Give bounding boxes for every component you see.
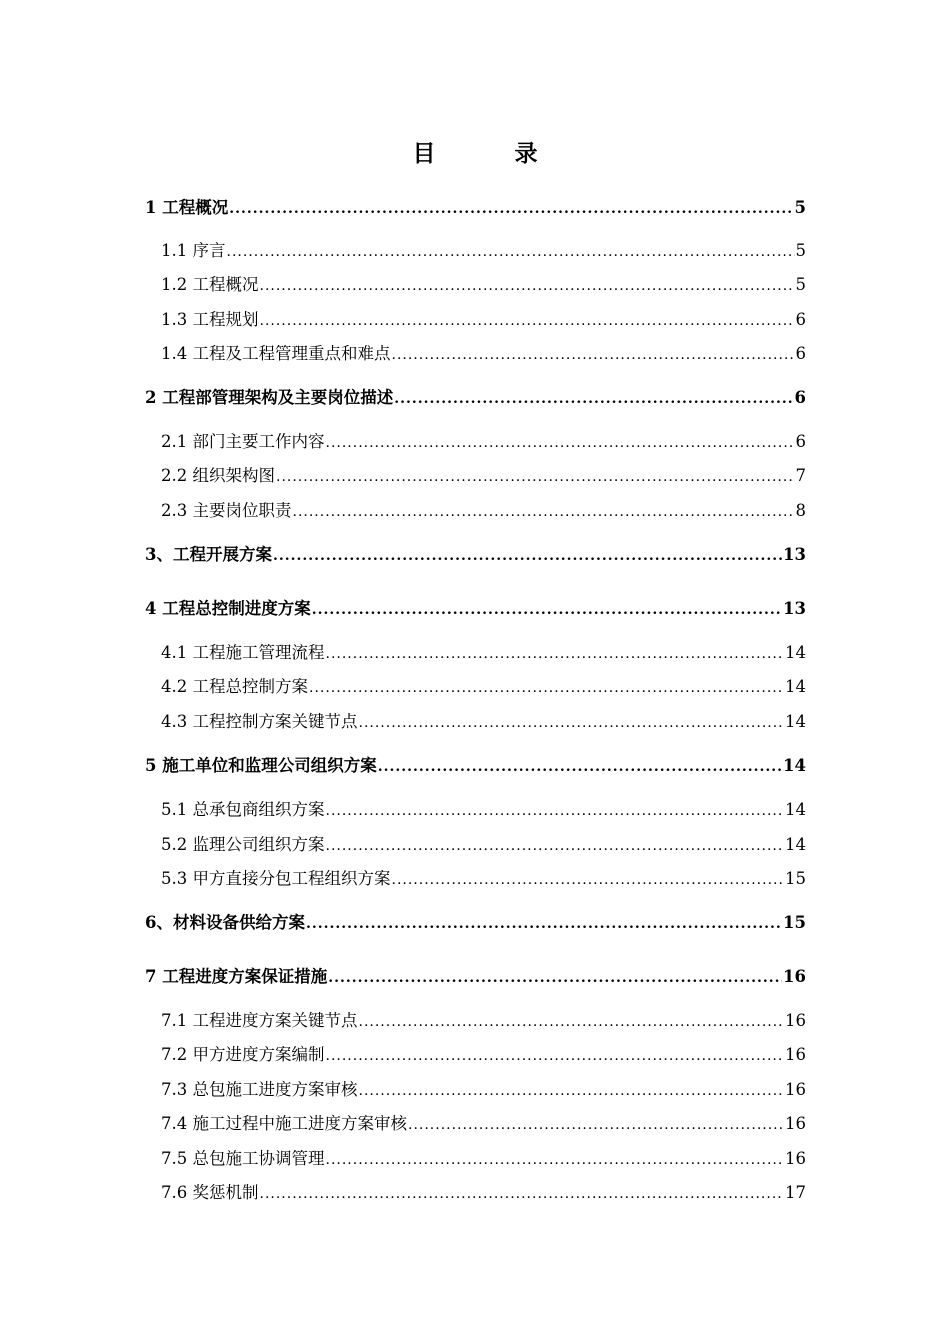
- toc-dot-leader: [326, 1148, 785, 1171]
- toc-chapter-entry[interactable]: [145, 196, 806, 220]
- toc-entry-label: 1.1 序言: [161, 241, 226, 260]
- toc-entry-label: 5.3 甲方直接分包工程组织方案: [161, 869, 391, 888]
- toc-dot-leader: [408, 1113, 784, 1136]
- toc-entry-label: 7 工程进度方案保证措施: [145, 967, 328, 986]
- toc-entry-label: 1.2 工程概况: [161, 275, 259, 294]
- toc-page-number: 6: [795, 344, 806, 363]
- toc-page-number: 15: [783, 913, 806, 932]
- toc-page-number: 14: [785, 800, 806, 819]
- toc-entry-label: 2.3 主要岗位职责: [161, 501, 292, 520]
- toc-dot-leader: [293, 500, 795, 523]
- toc-section-entry[interactable]: [161, 1009, 806, 1033]
- toc-page-number: 6: [795, 432, 806, 451]
- toc-entry-label: 7.3 总包施工进度方案审核: [161, 1080, 358, 1099]
- toc-entry-label: 7.1 工程进度方案关键节点: [161, 1011, 358, 1030]
- toc-section-entry[interactable]: [161, 1181, 806, 1205]
- toc-entry-label: 4 工程总控制进度方案: [145, 599, 311, 618]
- toc-page-number: 13: [783, 599, 806, 618]
- toc-page-number: 16: [785, 1011, 806, 1030]
- toc-chapter-entry[interactable]: [145, 386, 806, 410]
- toc-dot-leader: [326, 799, 785, 822]
- toc-entry-label: 7.4 施工过程中施工进度方案审核: [161, 1114, 407, 1133]
- toc-section-entry[interactable]: [161, 641, 806, 665]
- toc-section-entry[interactable]: [161, 1112, 806, 1136]
- toc-page-number: 16: [785, 1080, 806, 1099]
- toc-entry-label: 6、材料设备供给方案: [145, 913, 305, 932]
- toc-page-number: 14: [785, 835, 806, 854]
- toc-page-number: 6: [795, 310, 806, 329]
- toc-dot-leader: [326, 1044, 785, 1067]
- toc-dot-leader: [359, 1079, 785, 1102]
- toc-page-number: 16: [785, 1114, 806, 1133]
- toc-section-entry[interactable]: [161, 239, 806, 263]
- toc-section-entry[interactable]: [161, 675, 806, 699]
- toc-entry-label: 5.1 总承包商组织方案: [161, 800, 325, 819]
- toc-dot-leader: [273, 544, 782, 567]
- toc-section-entry[interactable]: [161, 1043, 806, 1067]
- toc-section-entry[interactable]: [161, 1147, 806, 1171]
- toc-entry-label: 5 施工单位和监理公司组织方案: [145, 756, 377, 775]
- toc-section-entry[interactable]: [161, 867, 806, 891]
- toc-section-entry[interactable]: [161, 1078, 806, 1102]
- toc-section-entry[interactable]: [161, 798, 806, 822]
- toc-dot-leader: [260, 309, 795, 332]
- toc-dot-leader: [328, 966, 782, 989]
- toc-entry-label: 1.3 工程规划: [161, 310, 259, 329]
- toc-entry-label: 7.2 甲方进度方案编制: [161, 1045, 325, 1064]
- toc-section-entry[interactable]: [161, 342, 806, 366]
- toc-dot-leader: [260, 1182, 785, 1205]
- toc-page-number: 16: [785, 1149, 806, 1168]
- toc-dot-leader: [312, 598, 782, 621]
- toc-page-number: 5: [794, 198, 806, 217]
- toc-entry-label: 4.1 工程施工管理流程: [161, 643, 325, 662]
- toc-page-number: 13: [783, 545, 806, 564]
- toc-section-entry[interactable]: [161, 499, 806, 523]
- toc-page-number: 14: [783, 756, 806, 775]
- toc-chapter-entry[interactable]: [145, 754, 806, 778]
- toc-page-number: 14: [785, 712, 806, 731]
- toc-dot-leader: [326, 834, 785, 857]
- toc-dot-leader: [326, 431, 795, 454]
- toc-entry-label: 5.2 监理公司组织方案: [161, 835, 325, 854]
- toc-chapter-entry[interactable]: [145, 911, 806, 935]
- toc-section-entry[interactable]: [161, 710, 806, 734]
- toc-dot-leader: [359, 1010, 785, 1033]
- toc-entry-label: 1 工程概况: [145, 198, 229, 217]
- toc-dot-leader: [359, 711, 785, 734]
- toc-page-number: 14: [785, 643, 806, 662]
- toc-page-number: 17: [785, 1183, 806, 1202]
- toc-page-number: 8: [795, 501, 806, 520]
- toc-page-number: 15: [785, 869, 806, 888]
- toc-entry-label: 7.5 总包施工协调管理: [161, 1149, 325, 1168]
- toc-dot-leader: [306, 912, 782, 935]
- toc-chapter-entry[interactable]: [145, 543, 806, 567]
- toc-chapter-entry[interactable]: [145, 965, 806, 989]
- toc-page-number: 6: [794, 388, 806, 407]
- toc-section-entry[interactable]: [161, 430, 806, 454]
- toc-page-number: 14: [785, 677, 806, 696]
- toc-entry-label: 4.2 工程总控制方案: [161, 677, 308, 696]
- toc-dot-leader: [378, 755, 782, 778]
- toc-page-number: 16: [785, 1045, 806, 1064]
- toc-entry-label: 1.4 工程及工程管理重点和难点: [161, 344, 391, 363]
- toc-dot-leader: [392, 343, 795, 366]
- toc-entry-label: 2.1 部门主要工作内容: [161, 432, 325, 451]
- toc-entry-label: 2 工程部管理架构及主要岗位描述: [145, 388, 394, 407]
- toc-page-number: 5: [795, 241, 806, 260]
- toc-chapter-entry[interactable]: [145, 597, 806, 621]
- toc-page-number: 16: [783, 967, 806, 986]
- toc-page-number: 7: [795, 466, 806, 485]
- toc-dot-leader: [276, 465, 795, 488]
- toc-page-number: 5: [795, 275, 806, 294]
- toc-entry-label: 2.2 组织架构图: [161, 466, 275, 485]
- toc-dot-leader: [260, 274, 795, 297]
- toc-entry-label: 3、工程开展方案: [145, 545, 272, 564]
- toc-dot-leader: [394, 387, 793, 410]
- toc-dot-leader: [309, 676, 784, 699]
- toc-section-entry[interactable]: [161, 464, 806, 488]
- toc-section-entry[interactable]: [161, 833, 806, 857]
- page-title: 目 录: [412, 140, 566, 167]
- toc-entry-label: 4.3 工程控制方案关键节点: [161, 712, 358, 731]
- toc-entry-label: 7.6 奖惩机制: [161, 1183, 259, 1202]
- toc-dot-leader: [227, 240, 795, 263]
- toc-dot-leader: [392, 868, 785, 891]
- toc-dot-leader: [326, 642, 785, 665]
- toc-section-entry[interactable]: [161, 273, 806, 297]
- toc-dot-leader: [229, 197, 793, 220]
- toc-section-entry[interactable]: [161, 308, 806, 332]
